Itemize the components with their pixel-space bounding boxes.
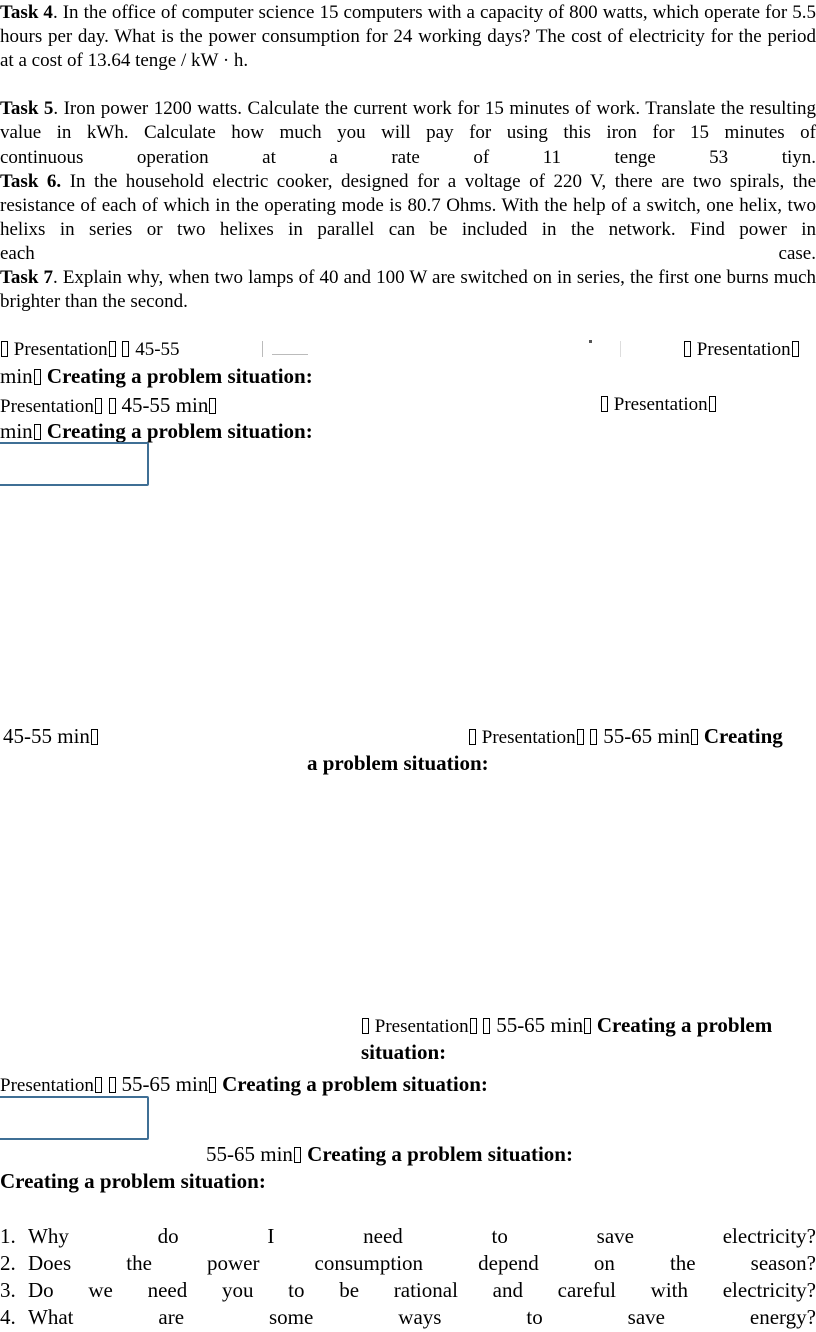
missing-glyph-icon bbox=[1, 341, 8, 357]
missing-glyph-icon bbox=[122, 341, 129, 357]
faint-mark bbox=[262, 341, 263, 357]
fragment-presentation-55-65-full: Presentation 55-65 min Creating a problem situation: bbox=[0, 1072, 488, 1096]
missing-glyph-icon bbox=[792, 341, 799, 357]
fragment-presentation-45-55: Presentation 45-55 bbox=[0, 338, 180, 362]
empty-textbox bbox=[0, 442, 149, 486]
section-heading-problem-situation: Creating a problem situation: bbox=[0, 1169, 266, 1193]
task-5-text: . Iron power 1200 watts. Calculate the current work for 15 minutes of work. Translate the resulting value in kWh. Calculate how much you will pay for using this iron for 15 minutes of bbox=[0, 98, 816, 143]
fragment-situation: situation: bbox=[361, 1040, 447, 1064]
task-5-paragraph bbox=[0, 97, 816, 145]
missing-glyph-icon bbox=[469, 729, 476, 745]
fragment-presentation-right-2: Presentation bbox=[600, 393, 717, 417]
faint-mark bbox=[272, 354, 308, 355]
fragment-min-creating-2: min Creating a problem situation: bbox=[0, 419, 313, 443]
missing-glyph-icon bbox=[590, 729, 597, 745]
task-7-label: Task 7 bbox=[0, 267, 53, 288]
fragment-presentation-55-65-creating: Presentation 55-65 min Creating a problem bbox=[361, 1013, 772, 1039]
task-6-text: In the household electric cooker, designed for a voltage of 220 V, there are two spirals, the resistance of each of which in the operating mode is 80.7 Ohms. With the help of a switch, one helix, two helixs in series or two helixes in parallel can be included in the network. Find power in bbox=[0, 171, 816, 240]
task-7-text: . Explain why, when two lamps of 40 and 100 W are switched on in series, the first one burns much brighter than the second. bbox=[0, 267, 816, 312]
task-5-text-end: continuous operation at a rate of 11 tenge 53 tiyn. bbox=[0, 147, 816, 168]
task-6-paragraph bbox=[0, 170, 816, 242]
fragment-55-65-creating: 55-65 min Creating a problem situation: bbox=[206, 1142, 573, 1166]
missing-glyph-icon bbox=[709, 396, 716, 412]
task-4-label: Task 4 bbox=[0, 2, 53, 23]
missing-glyph-icon bbox=[294, 1147, 301, 1163]
missing-glyph-icon bbox=[209, 398, 216, 414]
fragment-presentation-right: Presentation bbox=[683, 338, 800, 362]
missing-glyph-icon bbox=[584, 1018, 591, 1034]
question-item: 4. What are some ways to save energy? bbox=[0, 1305, 816, 1329]
faint-mark bbox=[620, 341, 621, 357]
task-5-label: Task 5 bbox=[0, 98, 54, 119]
missing-glyph-icon bbox=[91, 729, 98, 745]
task-4-paragraph bbox=[0, 1, 816, 73]
missing-glyph-icon bbox=[109, 341, 116, 357]
task-6-last-line bbox=[0, 242, 816, 266]
missing-glyph-icon bbox=[95, 398, 102, 414]
question-item: 1. Why do I need to save electricity? bbox=[0, 1224, 816, 1248]
question-item: 2. Does the power consumption depend on the season? bbox=[0, 1251, 816, 1275]
fragment-presentation-55-65: Presentation 55-65 min Creating bbox=[468, 724, 783, 750]
fragment-min-creating-1: min Creating a problem situation: bbox=[0, 364, 313, 388]
fragment-presentation-45-55-min: Presentation 45-55 min bbox=[0, 393, 217, 419]
missing-glyph-icon bbox=[362, 1018, 369, 1034]
question-item: 3. Do we need you to be rational and careful with electricity? bbox=[0, 1278, 816, 1302]
missing-glyph-icon bbox=[95, 1077, 102, 1093]
empty-textbox bbox=[0, 1096, 149, 1140]
missing-glyph-icon bbox=[109, 398, 116, 414]
fragment-problem-situation: a problem situation: bbox=[307, 751, 489, 775]
missing-glyph-icon bbox=[34, 424, 41, 440]
missing-glyph-icon bbox=[483, 1018, 490, 1034]
task-6-text-end: each case. bbox=[0, 243, 816, 264]
fragment-45-55-min: 45-55 min bbox=[3, 724, 99, 748]
task-6-label: Task 6. bbox=[0, 171, 62, 192]
task-4-text: . In the office of computer science 15 computers with a capacity of 800 watts, which operate for 5.5 hours per day. What is the power consumption for 24 working days? The cost of electricity for the period at a cost of 13.64 tenge / kW · h. bbox=[0, 2, 816, 71]
missing-glyph-icon bbox=[601, 396, 608, 412]
missing-glyph-icon bbox=[577, 729, 584, 745]
missing-glyph-icon bbox=[209, 1077, 216, 1093]
missing-glyph-icon bbox=[684, 341, 691, 357]
task-7-paragraph bbox=[0, 266, 816, 314]
faint-mark bbox=[589, 340, 592, 343]
missing-glyph-icon bbox=[470, 1018, 477, 1034]
missing-glyph-icon bbox=[34, 369, 41, 385]
missing-glyph-icon bbox=[691, 729, 698, 745]
missing-glyph-icon bbox=[109, 1077, 116, 1093]
task-5-last-line bbox=[0, 146, 816, 170]
